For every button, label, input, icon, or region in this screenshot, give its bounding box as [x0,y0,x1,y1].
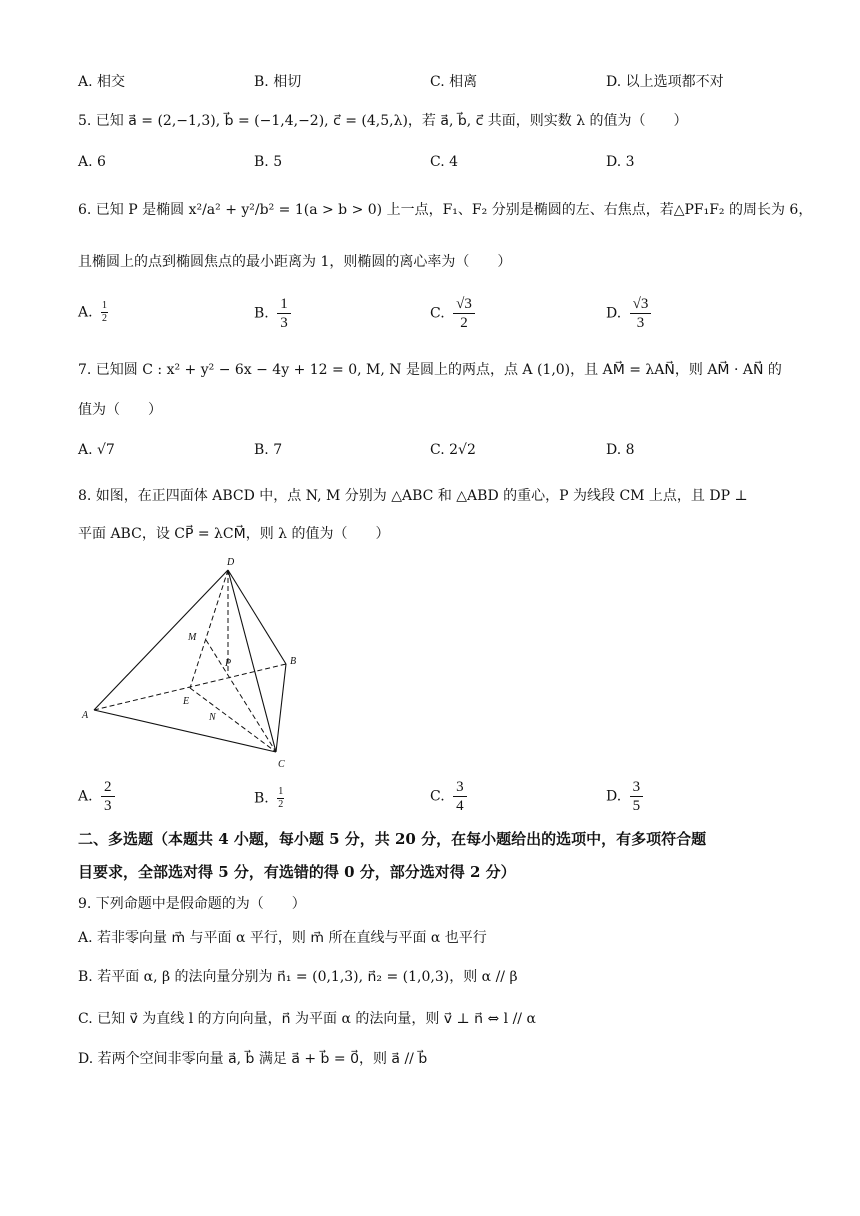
edge-DB [228,570,286,664]
option-label: D. [606,305,622,322]
q7-option-a: A. √7 [78,442,115,458]
denominator: 2 [460,315,468,331]
label-E: E [183,696,190,707]
q6-option-d [606,295,651,332]
denominator: 3 [104,798,112,814]
q5-option-b: B. 5 [254,154,283,170]
label-P: P [225,658,232,669]
option-label: D. [606,788,622,805]
option-label: A. [78,304,93,321]
q9-option-b: B. 若平面 α, β 的法向量分别为 n⃗₁ = (0,1,3), n⃗₂ = (1,0,3)，则 α // β [78,969,518,985]
q7-option-b: B. 7 [254,442,283,458]
q9-option-d: D. 若两个空间非零向量 a⃗, b⃗ 满足 a⃗ + b⃗ = 0⃗，则 a⃗ // b⃗ [78,1051,428,1067]
q6-option-c [430,295,475,332]
q5-option-c: C. 4 [430,154,459,170]
label-N: N [209,712,216,723]
q9-stem: 9. 下列命题中是假命题的为（ ） [78,896,306,912]
fraction [630,295,652,332]
label-B: B [290,656,297,667]
denominator: 2 [278,799,284,810]
q8-option-d [606,778,643,815]
numerator: 1 [277,295,291,314]
label-C: C [278,759,285,770]
q4-option-d: D. 以上选项都不对 [606,74,724,90]
numerator: 3 [630,778,644,797]
edge-DC [228,570,276,752]
denominator: 3 [636,315,645,331]
q7-option-d: D. 8 [606,442,635,458]
option-label: A. [78,788,93,805]
q4-option-b: B. 相切 [254,74,302,90]
numerator: √3 [453,295,475,314]
q8-option-c [430,778,467,815]
label-A: A [82,710,89,721]
q6-option-b [254,295,291,332]
option-label: C. [430,788,445,805]
q8-option-b [254,786,284,811]
denominator: 3 [280,315,288,331]
option-label: C. [430,305,445,322]
fraction [630,778,644,815]
fraction [453,778,467,815]
fraction [453,295,475,332]
denominator: 2 [102,313,108,324]
edge-BC [276,664,286,752]
q5-stem: 5. 已知 a⃗ = (2,−1,3), b⃗ = (−1,4,−2), c⃗ = (4,5,λ)，若 a⃗, b⃗, c⃗ 共面，则实数 λ 的值为（ ） [78,113,688,129]
numerator: 1 [102,300,108,311]
denominator: 4 [456,798,464,814]
q9-option-c: C. 已知 v⃗ 为直线 l 的方向向量，n⃗ 为平面 α 的法向量，则 v⃗ ⊥ n⃗ ⇔ l // α [78,1011,536,1027]
numerator: 3 [453,778,467,797]
fraction [277,786,284,811]
option-label: B. [254,305,269,322]
tetrahedron-figure [78,552,318,772]
edge-AD [94,570,228,710]
q8-stem-line1: 8. 如图，在正四面体 ABCD 中，点 N, M 分别为 △ABC 和 △ABD 的重心，P 为线段 CM 上点，且 DP ⊥ [78,488,748,504]
denominator: 5 [632,798,641,814]
numerator: 2 [101,778,115,797]
q8-option-a [78,778,115,815]
q7-stem-line1: 7. 已知圆 C : x² + y² − 6x − 4y + 12 = 0, M, N 是圆上的两点，点 A (1,0)，且 AM⃗ = λAN⃗，则 AM⃗ · AN⃗ 的 [78,362,782,378]
section2-heading-line2: 目要求，全部选对得 5 分，有选错的得 0 分，部分选对得 2 分） [78,863,516,881]
q9-option-a: A. 若非零向量 m⃗ 与平面 α 平行，则 m⃗ 所在直线与平面 α 也平行 [78,930,487,946]
fraction [277,295,291,332]
q7-stem-line2: 值为（ ） [78,402,162,418]
q6-option-a [78,300,108,325]
segment-MC [206,640,276,752]
label-D: D [227,557,235,568]
numerator: √3 [630,295,652,314]
q6-stem-line2: 且椭圆上的点到椭圆焦点的最小距离为 1，则椭圆的离心率为（ ） [78,254,512,270]
q4-option-a: A. 相交 [78,74,126,90]
q6-stem-line1: 6. 已知 P 是椭圆 x²/a² + y²/b² = 1(a > b > 0) 上一点，F₁、F₂ 分别是椭圆的左、右焦点，若△PF₁F₂ 的周长为 6， [78,202,813,218]
q8-stem-line2: 平面 ABC，设 CP⃗ = λCM⃗，则 λ 的值为（ ） [78,526,390,542]
q5-option-d: D. 3 [606,154,635,170]
edge-AC [94,710,276,752]
q7-option-c: C. 2√2 [430,442,476,458]
fraction [101,300,108,325]
fraction [101,778,115,815]
numerator: 1 [278,786,284,797]
section2-heading-line1: 二、多选题（本题共 4 小题，每小题 5 分，共 20 分，在每小题给出的选项中，有多项符合题 [78,830,707,848]
label-M: M [188,632,197,643]
q5-option-a: A. 6 [78,154,106,170]
median-DE [190,570,228,688]
option-label: B. [254,790,269,807]
q4-option-c: C. 相离 [430,74,478,90]
